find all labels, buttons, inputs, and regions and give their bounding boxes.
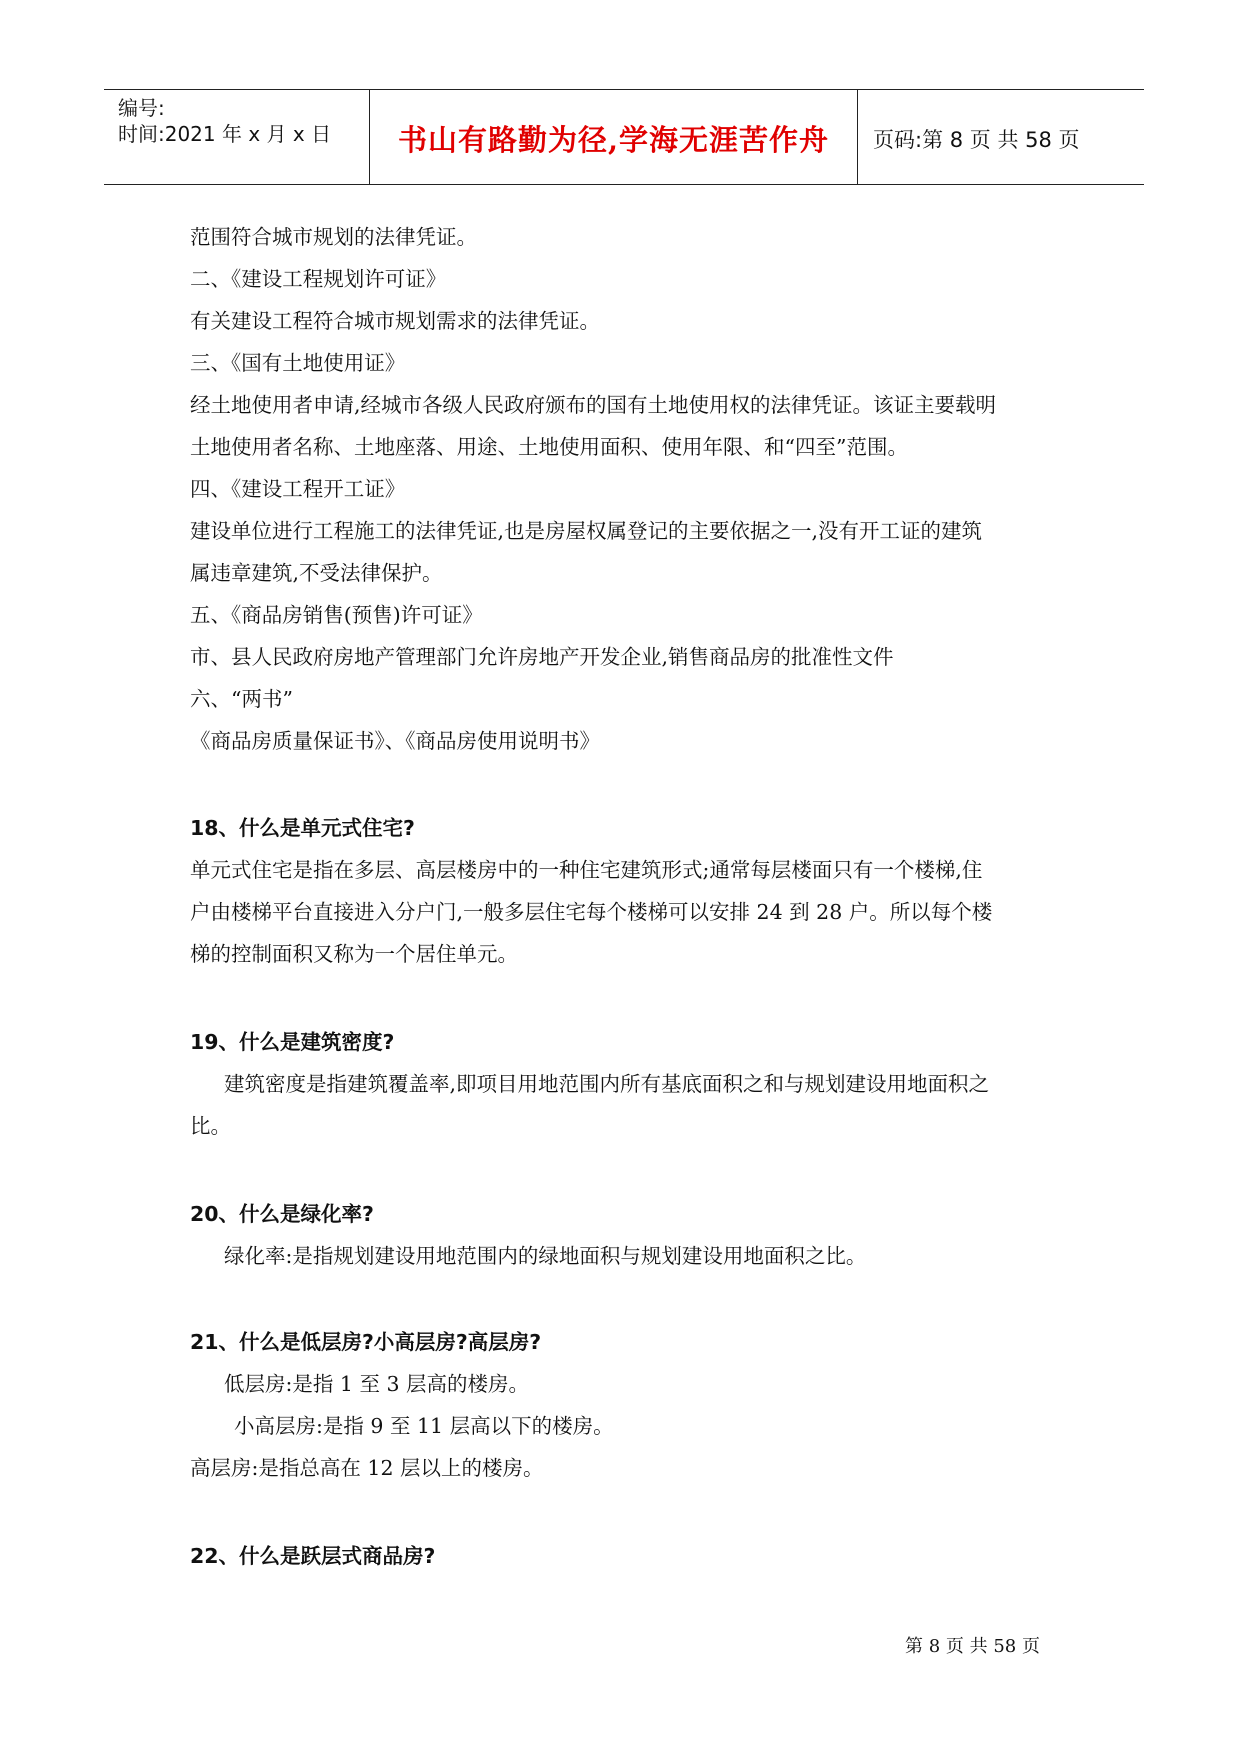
body-line: 五、《商品房销售(预售)许可证》 xyxy=(190,603,483,627)
header-page-cell xyxy=(859,90,1144,184)
header-page-number: 页码:第 8 页 共 58 页 xyxy=(873,128,1080,152)
body-line: 三、《国有土地使用证》 xyxy=(190,351,406,375)
header-motto: 书山有路勤为径,学海无涯苦作舟 xyxy=(397,123,830,157)
document-number-label: 编号: xyxy=(118,96,165,120)
page-header xyxy=(104,89,1144,185)
body-line: 比。 xyxy=(190,1114,231,1138)
document-time-label: 时间:2021 年 x 月 x 日 xyxy=(118,122,332,146)
section-heading: 20、什么是绿化率? xyxy=(190,1202,374,1226)
body-line: 建设单位进行工程施工的法律凭证,也是房屋权属登记的主要依据之一,没有开工证的建筑 xyxy=(190,519,983,543)
body-line: 户由楼梯平台直接进入分户门,一般多层住宅每个楼梯可以安排 24 到 28 户。所以每个楼 xyxy=(190,900,993,924)
section-heading: 22、什么是跃层式商品房? xyxy=(190,1544,436,1568)
header-motto-cell xyxy=(370,90,858,184)
body-line: 六、“两书” xyxy=(190,687,293,711)
header-meta xyxy=(104,90,370,184)
body-line: 市、县人民政府房地产管理部门允许房地产开发企业,销售商品房的批准性文件 xyxy=(190,645,894,669)
body-line: 小高层房:是指 9 至 11 层高以下的楼房。 xyxy=(234,1414,614,1438)
body-line: 建筑密度是指建筑覆盖率,即项目用地范围内所有基底面积之和与规划建设用地面积之 xyxy=(224,1072,990,1096)
body-line: 低层房:是指 1 至 3 层高的楼房。 xyxy=(224,1372,530,1396)
section-heading: 18、什么是单元式住宅? xyxy=(190,816,415,840)
body-line: 二、《建设工程规划许可证》 xyxy=(190,267,447,291)
body-line: 单元式住宅是指在多层、高层楼房中的一种住宅建筑形式;通常每层楼面只有一个楼梯,住 xyxy=(190,858,983,882)
section-heading: 21、什么是低层房?小高层房?高层房? xyxy=(190,1330,542,1354)
body-line: 《商品房质量保证书》、《商品房使用说明书》 xyxy=(190,729,600,753)
body-line: 土地使用者名称、土地座落、用途、土地使用面积、使用年限、和“四至”范围。 xyxy=(190,435,908,459)
body-line: 范围符合城市规划的法律凭证。 xyxy=(190,225,477,249)
body-line: 梯的控制面积又称为一个居住单元。 xyxy=(190,942,518,966)
body-line: 四、《建设工程开工证》 xyxy=(190,477,406,501)
body-line: 有关建设工程符合城市规划需求的法律凭证。 xyxy=(190,309,600,333)
body-line: 属违章建筑,不受法律保护。 xyxy=(190,561,443,585)
body-line: 经土地使用者申请,经城市各级人民政府颁布的国有土地使用权的法律凭证。该证主要载明 xyxy=(190,393,997,417)
page-footer: 第 8 页 共 58 页 xyxy=(905,1636,1040,1657)
section-heading: 19、什么是建筑密度? xyxy=(190,1030,395,1054)
body-line: 高层房:是指总高在 12 层以上的楼房。 xyxy=(190,1456,544,1480)
body-line: 绿化率:是指规划建设用地范围内的绿地面积与规划建设用地面积之比。 xyxy=(224,1244,867,1268)
